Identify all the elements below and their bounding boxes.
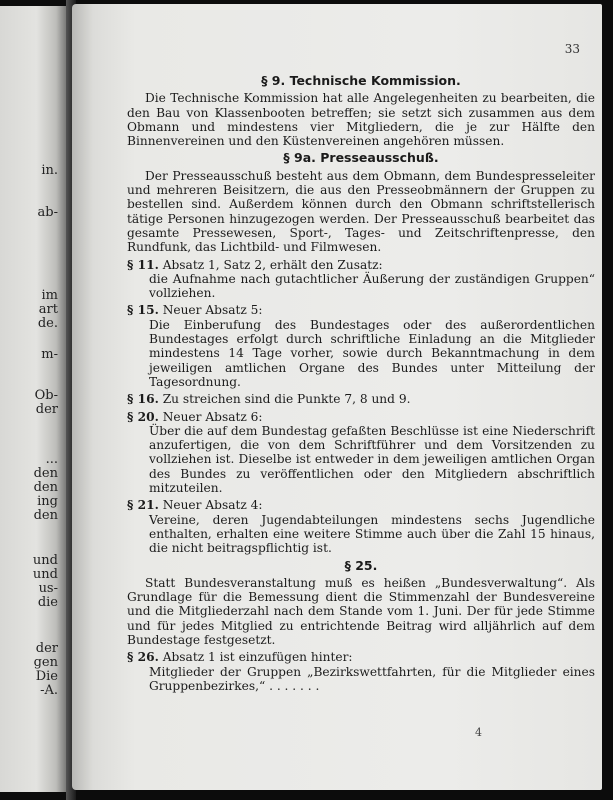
amendment-ref: § 20.	[127, 409, 159, 424]
amendment-intro: Neuer Absatz 4:	[162, 498, 263, 513]
amendment-ref: § 11.	[127, 257, 159, 272]
margin-fragment: Ob-	[34, 388, 58, 403]
amendment-entry	[127, 650, 595, 693]
margin-fragment: der	[35, 402, 58, 417]
margin-fragment: den	[33, 508, 58, 523]
amendment-ref: § 16.	[127, 392, 159, 407]
margin-fragment: und	[32, 553, 58, 568]
section-text-9a: Der Presseausschuß besteht aus dem Obmann, dem Bundespresseleiter und mehreren Beisitzern, die aus den Presseobmännern der Gruppen zu bestellen sind. Außerdem können durch den Obmann schriftstellerisch tätige Personen hinzugezogen werden. Der Presseausschuß bearbeitet das gesamte Pressewesen, Sport-, Tages- und Zeitschriftenpresse, den Rundfunk, das Lichtbild- und Filmwesen.	[127, 168, 595, 255]
left-page-edge	[0, 6, 66, 792]
page-number: 33	[564, 42, 580, 56]
margin-fragment: und	[32, 567, 58, 582]
margin-fragment: im	[41, 288, 58, 303]
section-heading-9: § 9. Technische Kommission.	[261, 73, 461, 88]
amendment-intro: Zu streichen sind die Punkte 7, 8 und 9.	[162, 392, 411, 407]
amendment-intro: Absatz 1, Satz 2, erhält den Zusatz:	[162, 257, 383, 272]
page-content	[127, 74, 595, 696]
amendment-entry	[127, 303, 595, 389]
amendment-intro: Neuer Absatz 6:	[162, 409, 263, 424]
amendment-entry	[127, 392, 595, 406]
margin-fragment: ing	[37, 494, 58, 509]
section-heading-9a: § 9a. Presseausschuß.	[283, 150, 439, 166]
margin-fragment: in.	[41, 163, 58, 178]
amendment-entry	[127, 258, 595, 301]
margin-fragment: art	[38, 302, 58, 317]
margin-fragment: m-	[41, 347, 58, 362]
amendment-entry	[127, 410, 595, 496]
amendment-ref: § 21.	[127, 498, 159, 513]
section-text-25: Statt Bundesveranstaltung muß es heißen „Bundesverwaltung“. Als Grundlage für die Bemessung dient die Stimmenzahl der Bundesvereine und die Mitgliederzahl nach dem Stande vom 1. Juni. Der für jede Stimme und für jedes Mitglied zu entrichtende Beitrag wird alljährlich auf dem Bundestage festgesetzt.	[127, 575, 595, 647]
margin-fragment: der	[35, 641, 58, 656]
margin-fragment: gen	[33, 655, 58, 670]
amendment-intro: Neuer Absatz 5:	[162, 303, 263, 318]
amendment-body: Mitglieder der Gruppen „Bezirkswettfahrten, für die Mitglieder eines Gruppenbezirkes,“ . . . . . . .	[149, 664, 595, 693]
amendment-body: die Aufnahme nach gutachtlicher Äußerung der zuständigen Gruppen“ vollziehen.	[149, 271, 595, 301]
margin-fragment: -A.	[40, 683, 58, 698]
margin-fragment: Die	[35, 669, 58, 684]
section-text-9: Die Technische Kommission hat alle Angelegenheiten zu bearbeiten, die den Bau von Klassenbooten betreffen; sie setzt sich zusammen aus dem Obmann und mindestens vier Mitgliedern, die je zur Hälfte den Binnenvereinen und den Küstenvereinen angehören müssen.	[127, 91, 595, 149]
amendment-ref: § 26.	[127, 650, 159, 665]
amendment-body: Über die auf dem Bundestag gefaßten Beschlüsse ist eine Niederschrift anzufertigen, die von dem Schriftführer und dem Vorsitzenden zu vollziehen ist. Dieselbe ist entweder in dem jeweiligen amtlichen Organ des Bundes zu veröffentlichen oder den Mitgliedern abschriftlich mitzuteilen.	[149, 423, 595, 496]
margin-fragment: us-	[38, 581, 58, 596]
margin-fragment: ab-	[37, 205, 58, 220]
amendment-ref: § 15.	[127, 303, 159, 318]
right-page	[72, 4, 602, 790]
margin-fragment: de.	[37, 316, 58, 331]
section-heading-25: § 25.	[344, 557, 378, 573]
amendment-entry	[127, 498, 595, 555]
margin-fragment: den	[33, 480, 58, 495]
amendment-body: Die Einberufung des Bundestages oder des außerordentlichen Bundestages erfolgt durch schriftliche Einladung an die Mitglieder mindestens 14 Tage vorher, sowie durch Bekanntmachung in dem jeweiligen amtlichen Organe des Bundes unter Mitteilung der Tagesordnung.	[149, 317, 595, 389]
margin-fragment: ...	[45, 452, 58, 467]
signature-mark: 4	[475, 726, 482, 739]
amendment-body: Vereine, deren Jugendabteilungen mindestens sechs Jugendliche enthalten, erhalten eine weitere Stimme auch über die Zahl 15 hinaus, die nicht beitragspflichtig ist.	[149, 512, 595, 556]
amendment-intro: Absatz 1 ist einzufügen hinter:	[162, 650, 353, 665]
margin-fragment: den	[33, 466, 58, 481]
margin-fragment: die	[37, 595, 58, 610]
